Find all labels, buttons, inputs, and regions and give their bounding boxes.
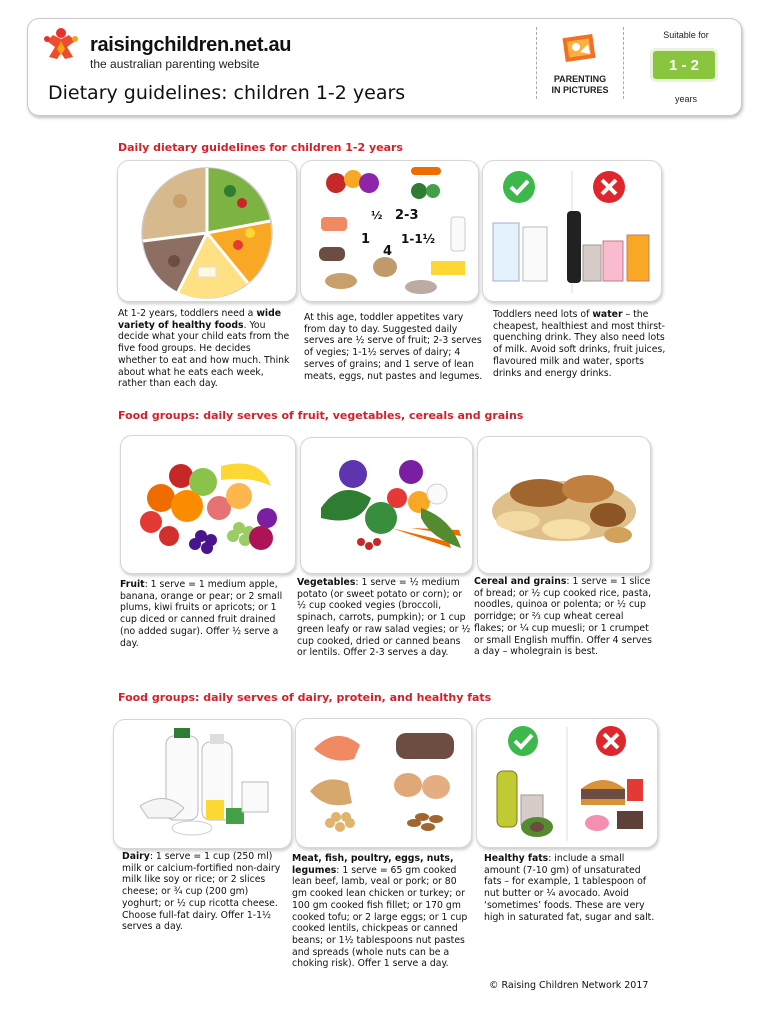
caption-fruit <box>120 579 292 649</box>
serve-label-one: 1 <box>361 232 371 247</box>
pip-line-1: PARENTING <box>553 74 607 84</box>
caption-cereals <box>474 576 654 658</box>
daily-serves-illustration <box>301 161 478 301</box>
fruit-image <box>120 435 296 574</box>
caption-fruit-bold: Fruit <box>120 579 145 590</box>
caption-dairy <box>122 851 290 933</box>
caption-water-bold: water <box>592 309 623 320</box>
logo-tagline: the australian parenting website <box>90 57 260 71</box>
healthy-fats-illustration <box>477 719 657 847</box>
suitable-for-label: Suitable for <box>663 30 709 40</box>
drinks-image <box>482 160 662 302</box>
caption-variety-bold: wide variety of healthy foods <box>118 308 282 331</box>
copyright-footer: © Raising Children Network 2017 <box>489 980 649 991</box>
parenting-in-pictures-label <box>540 74 620 96</box>
caption-fruit-text: : 1 serve = 1 medium apple, banana, orange or pear; or 2 small plums, kiwi fruits or apricots; or 1 cup diced or canned fruit drained (no added sugar). Offer ½ serve a day. <box>120 579 283 649</box>
protein-illustration <box>296 719 471 847</box>
healthy-fats-image <box>476 718 658 848</box>
caption-protein <box>292 853 472 970</box>
caption-dairy-bold: Dairy <box>122 851 150 862</box>
caption-variety-post: . You decide what your child eats from the five food groups. He decides whether to eat and how much. Think about what he eats each week, rather than each day. <box>118 319 290 390</box>
caption-appetite: At this age, toddler appetites vary from day to day. Suggested daily serves are ½ serve of fruit; 2-3 serves of vegies; 1-1½ serves of dairy; 4 serves of grains; and 1 serve of lean meats, eggs, nut pastes and legumes. <box>304 312 483 382</box>
caption-veg-text: : 1 serve = ½ medium potato (or sweet potato or corn); or ½ cup cooked vegies (broccoli, spinach, carrots, pumpkin); or 1 cup green leafy or raw salad vegies; or ½ cup cooked, dried or canned beans or lentils. Offer 2-3 serves a day. <box>297 577 471 659</box>
vegetables-illustration <box>301 438 472 573</box>
caption-dairy-text: : 1 serve = 1 cup (250 ml) milk or calcium-fortified non-dairy milk like soy or rice; or 2 slices cheese; or ¾ cup (200 gm) yoghurt; or ½ cup ricotta cheese. Choose full-fat dairy. Offer 1-1½ serves a day. <box>122 851 281 933</box>
dairy-image <box>113 719 292 849</box>
caption-fats-text: : include a small amount (7-10 gm) of unsaturated fats – for example, 1 tablespoon of nut butter or ¼ avocado. Avoid ‘sometimes’ foods. These are very high in saturated fat, sugar and salt. <box>484 853 655 923</box>
logo-text[interactable]: raisingchildren.net.au <box>90 34 292 56</box>
check-icon <box>508 726 538 756</box>
caption-variety <box>118 308 290 390</box>
caption-meat-bold: Meat, fish, poultry, eggs, nuts, legumes <box>292 853 454 876</box>
fruit-illustration <box>121 436 295 573</box>
vegetables-image <box>300 437 473 574</box>
section-heading-fruit-veg-cereals: Food groups: daily serves of fruit, vegetables, cereals and grains <box>118 409 524 422</box>
caption-variety-pre: At 1-2 years, toddlers need a <box>118 308 257 319</box>
check-icon <box>503 171 535 203</box>
cereals-grains-image <box>477 436 651 574</box>
protein-image <box>295 718 472 848</box>
caption-fats-bold: Healthy fats <box>484 853 549 864</box>
caption-cereal-bold: Cereal and grains <box>474 576 567 587</box>
logo-star-icon <box>39 27 83 71</box>
plate-illustration <box>118 161 296 301</box>
section-heading-daily: Daily dietary guidelines for children 1-2 years <box>118 141 403 154</box>
serve-label-half: ½ <box>371 209 383 222</box>
serve-label-one-onehalf: 1-1½ <box>401 232 436 246</box>
pip-line-2: IN PICTURES <box>551 85 609 95</box>
dairy-illustration <box>114 720 291 848</box>
drinks-illustration <box>483 161 661 301</box>
caption-healthy-fats <box>484 853 656 923</box>
caption-meat-text: : 1 serve = 65 gm cooked lean beef, lamb, veal or pork; or 80 gm cooked lean chicken or turkey; or 100 gm cooked fish fillet; or 170 gm cooked tofu; or 2 large eggs; or 1 cup cooked lentils, chickpeas or canned beans; or 1½ tablespoons nut pastes and spreads (whole nuts can be a choking risk). Offer 1 serve a day. <box>292 864 468 970</box>
caption-veg-bold: Vegetables <box>297 577 356 588</box>
parenting-in-pictures-icon <box>560 32 600 66</box>
section-heading-dairy-protein-fats: Food groups: daily serves of dairy, protein, and healthy fats <box>118 691 492 704</box>
page-title: Dietary guidelines: children 1-2 years <box>48 82 406 104</box>
daily-serves-image <box>300 160 479 302</box>
age-badge: 1 - 2 <box>650 48 718 82</box>
caption-cereal-text: : 1 serve = 1 slice of bread; or ½ cup cooked rice, pasta, noodles, quinoa or polenta; or ½ cup porridge; or ⅔ cup wheat cereal flakes; or ¼ cup muesli; or 1 crumpet or small English muffin. Offer 4 serves a day – wholegrain is best. <box>474 576 652 658</box>
caption-water <box>493 309 671 379</box>
five-food-groups-plate-image <box>117 160 297 302</box>
cereals-grains-illustration <box>478 437 650 573</box>
caption-water-post: – the cheapest, healthiest and most thirst-quenching drink. They also need lots of milk. Avoid soft drinks, fruit juices, flavoured milk and water, sports drinks and energy drinks. <box>493 309 666 379</box>
caption-water-pre: Toddlers need lots of <box>493 309 593 320</box>
serve-label-four: 4 <box>383 244 393 259</box>
caption-vegetables <box>297 577 471 659</box>
years-label: years <box>674 94 697 104</box>
serve-label-two-three: 2-3 <box>395 208 419 223</box>
